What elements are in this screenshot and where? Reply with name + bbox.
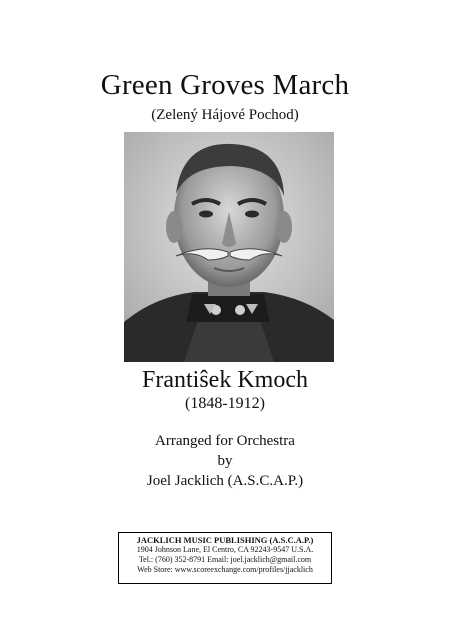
- arranger-name: Joel Jacklich (A.S.C.A.P.): [146, 473, 304, 489]
- composer-portrait: [124, 132, 334, 362]
- composer-name: Frantiŝek Kmoch: [142, 367, 308, 393]
- publisher-box: [118, 532, 332, 584]
- publisher-address: 1904 Johnson Lane, El Centro, CA 92243-9547 U.S.A.: [136, 545, 314, 554]
- composer-dates: (1848-1912): [185, 395, 265, 412]
- arranged-for-text: Arranged for Orchestra: [155, 433, 295, 449]
- publisher-contact: Tel.: (760) 352-8791 Email: joel.jacklich@gmail.com: [138, 555, 312, 564]
- page-subtitle: (Zelený Hájové Pochod): [151, 107, 299, 123]
- by-text: by: [217, 453, 233, 469]
- publisher-name: JACKLICH MUSIC PUBLISHING (A.S.C.A.P.): [136, 535, 314, 545]
- page-title: Green Groves March: [100, 69, 350, 101]
- publisher-web: Web Store: www.scoreexchange.com/profiles/jjacklich: [137, 565, 313, 574]
